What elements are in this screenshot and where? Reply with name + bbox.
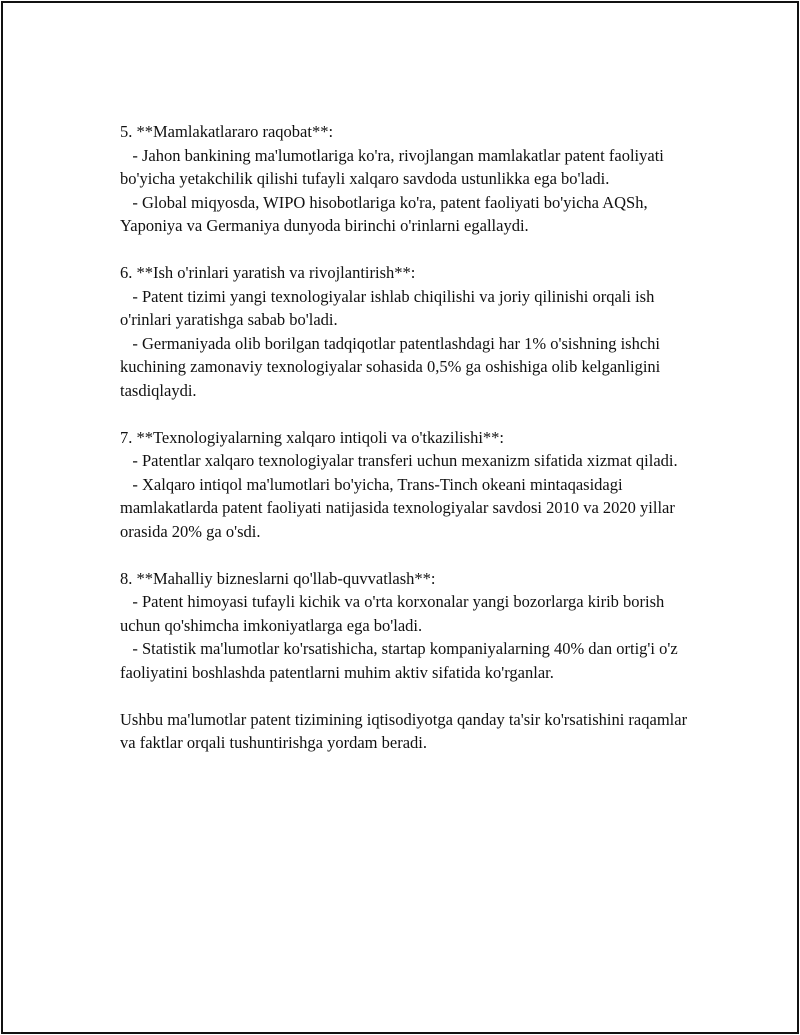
document-body [120,120,690,755]
section-8 [120,567,690,685]
bullet-item: - Patentlar xalqaro texnologiyalar transferi uchun mexanizm sifatida xizmat qiladi. [120,451,678,470]
section-6 [120,261,690,402]
bullet-item: - Patent himoyasi tufayli kichik va o'rta korxonalar yangi bozorlarga kirib borish uchun qo'shimcha imkoniyatlarga ega bo'ladi. [120,592,669,635]
bullet-item: - Jahon bankining ma'lumotlariga ko'ra, rivojlangan mamlakatlar patent faoliyati bo'yicha yetakchilik qilishi tufayli xalqaro savdoda ustunlikka ega bo'ladi. [120,145,668,188]
page-frame [1,1,799,1034]
bullet-item: - Global miqyosda, WIPO hisobotlariga ko'ra, patent faoliyati bo'yicha AQSh, Yaponiya va Germaniya dunyoda birinchi o'rinlarni egallaydi. [120,192,652,235]
bullet-item: - Xalqaro intiqol ma'lumotlari bo'yicha, Trans-Tinch okeani mintaqasidagi mamlakatlarda patent faoliyati natijasida texnologiyalar savdosi 2010 va 2020 yillar orasida 20% ga o'sdi. [120,474,680,541]
section-heading: 5. **Mamlakatlararo raqobat**: [120,122,334,141]
section-heading: 7. **Texnologiyalarning xalqaro intiqoli va o'tkazilishi**: [120,427,504,447]
section-heading: 6. **Ish o'rinlari yaratish va rivojlantirish**: [120,263,416,282]
bullet-item: - Statistik ma'lumotlar ko'rsatishicha, startap kompaniyalarning 40% dan ortig'i o'z faoliyatini boshlashda patentlarni muhim aktiv sifatida ko'rganlar. [120,639,682,682]
section-7 [120,426,690,544]
section-5 [120,120,690,238]
bullet-item: - Germaniyada olib borilgan tadqiqotlar patentlashdagi har 1% o'sishning ishchi kuchining zamonaviy texnologiyalar sohasida 0,5% ga oshishiga olib kelganligini tasdiqlaydi. [120,333,665,400]
bullet-item: - Patent tizimi yangi texnologiyalar ishlab chiqilishi va joriy qilinishi orqali ish o'rinlari yaratishga sabab bo'ladi. [120,286,659,329]
conclusion-paragraph: Ushbu ma'lumotlar patent tizimining iqtisodiyotga qanday ta'sir ko'rsatishini raqamlar va faktlar orqali tushuntirishga yordam beradi. [120,709,692,752]
section-heading: 8. **Mahalliy bizneslarni qo'llab-quvvatlash**: [120,568,436,588]
